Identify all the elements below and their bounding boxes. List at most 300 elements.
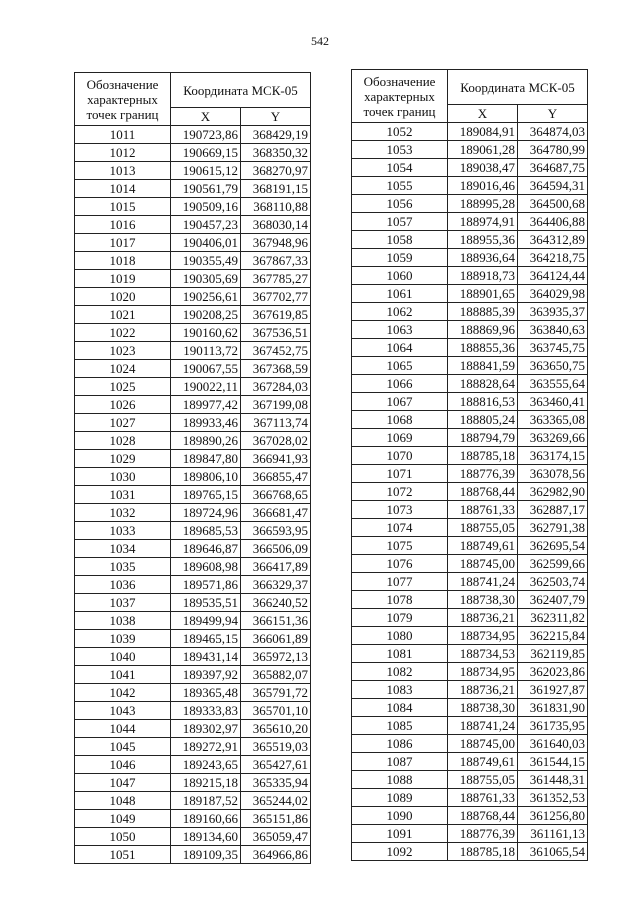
x-coordinate-cell: 189646,87 — [171, 540, 241, 558]
point-id-cell: 1035 — [75, 558, 171, 576]
y-coordinate-cell: 365244,02 — [241, 792, 311, 810]
point-id-cell: 1080 — [352, 627, 448, 645]
table-row — [75, 414, 311, 432]
x-coordinate-cell: 188828,64 — [448, 375, 518, 393]
y-coordinate-cell: 363745,75 — [518, 339, 588, 357]
y-coordinate-cell: 364594,31 — [518, 177, 588, 195]
point-id-cell: 1032 — [75, 504, 171, 522]
table-row — [352, 249, 588, 267]
header-y: Y — [241, 108, 311, 126]
table-row — [352, 825, 588, 843]
table-row — [352, 645, 588, 663]
point-id-cell: 1074 — [352, 519, 448, 537]
table-row — [352, 195, 588, 213]
y-coordinate-cell: 362119,85 — [518, 645, 588, 663]
y-coordinate-cell: 362887,17 — [518, 501, 588, 519]
table-row — [75, 144, 311, 162]
x-coordinate-cell: 190160,62 — [171, 324, 241, 342]
header-coordinate-system: Координата МСК-05 — [448, 70, 588, 105]
x-coordinate-cell: 190067,55 — [171, 360, 241, 378]
point-id-cell: 1062 — [352, 303, 448, 321]
point-id-cell: 1018 — [75, 252, 171, 270]
x-coordinate-cell: 189109,35 — [171, 846, 241, 864]
table-row — [352, 411, 588, 429]
point-id-cell: 1082 — [352, 663, 448, 681]
y-coordinate-cell: 362503,74 — [518, 573, 588, 591]
point-id-cell: 1021 — [75, 306, 171, 324]
point-id-cell: 1060 — [352, 267, 448, 285]
table-row — [75, 126, 311, 144]
y-coordinate-cell: 366768,65 — [241, 486, 311, 504]
x-coordinate-cell: 189215,18 — [171, 774, 241, 792]
x-coordinate-cell: 190113,72 — [171, 342, 241, 360]
x-coordinate-cell: 189765,15 — [171, 486, 241, 504]
y-coordinate-cell: 363935,37 — [518, 303, 588, 321]
x-coordinate-cell: 188768,44 — [448, 483, 518, 501]
y-coordinate-cell: 362215,84 — [518, 627, 588, 645]
y-coordinate-cell: 361161,13 — [518, 825, 588, 843]
table-row — [352, 555, 588, 573]
table-row — [75, 486, 311, 504]
y-coordinate-cell: 363650,75 — [518, 357, 588, 375]
page-number: 542 — [311, 34, 329, 48]
x-coordinate-cell: 188841,59 — [448, 357, 518, 375]
x-coordinate-cell: 188755,05 — [448, 771, 518, 789]
x-coordinate-cell: 190355,49 — [171, 252, 241, 270]
header-y: Y — [518, 105, 588, 123]
y-coordinate-cell: 362599,66 — [518, 555, 588, 573]
x-coordinate-cell: 189571,86 — [171, 576, 241, 594]
point-id-cell: 1083 — [352, 681, 448, 699]
table-row — [75, 216, 311, 234]
table-row — [75, 540, 311, 558]
y-coordinate-cell: 361448,31 — [518, 771, 588, 789]
point-id-cell: 1055 — [352, 177, 448, 195]
point-id-cell: 1022 — [75, 324, 171, 342]
point-id-cell: 1084 — [352, 699, 448, 717]
point-id-cell: 1020 — [75, 288, 171, 306]
y-coordinate-cell: 368110,88 — [241, 198, 311, 216]
table-row — [352, 267, 588, 285]
x-coordinate-cell: 188785,18 — [448, 843, 518, 861]
table-row — [75, 396, 311, 414]
y-coordinate-cell: 364780,99 — [518, 141, 588, 159]
table-row — [352, 537, 588, 555]
y-coordinate-cell: 368030,14 — [241, 216, 311, 234]
point-id-cell: 1027 — [75, 414, 171, 432]
table-row — [75, 846, 311, 864]
point-id-cell: 1068 — [352, 411, 448, 429]
table-row — [75, 756, 311, 774]
y-coordinate-cell: 367536,51 — [241, 324, 311, 342]
point-id-cell: 1012 — [75, 144, 171, 162]
table-row — [352, 735, 588, 753]
point-id-cell: 1085 — [352, 717, 448, 735]
y-coordinate-cell: 362695,54 — [518, 537, 588, 555]
x-coordinate-cell: 188885,39 — [448, 303, 518, 321]
y-coordinate-cell: 361352,53 — [518, 789, 588, 807]
point-id-cell: 1066 — [352, 375, 448, 393]
x-coordinate-cell: 190561,79 — [171, 180, 241, 198]
table-row — [352, 627, 588, 645]
y-coordinate-cell: 365427,61 — [241, 756, 311, 774]
y-coordinate-cell: 366593,95 — [241, 522, 311, 540]
table-row — [75, 270, 311, 288]
point-id-cell: 1061 — [352, 285, 448, 303]
y-coordinate-cell: 367867,33 — [241, 252, 311, 270]
table-row — [352, 591, 588, 609]
coordinates-table-right — [351, 69, 588, 861]
point-id-cell: 1025 — [75, 378, 171, 396]
y-coordinate-cell: 361065,54 — [518, 843, 588, 861]
x-coordinate-cell: 189535,51 — [171, 594, 241, 612]
point-id-cell: 1023 — [75, 342, 171, 360]
x-coordinate-cell: 189038,47 — [448, 159, 518, 177]
y-coordinate-cell: 366855,47 — [241, 468, 311, 486]
point-id-cell: 1034 — [75, 540, 171, 558]
table-row — [352, 753, 588, 771]
point-id-cell: 1036 — [75, 576, 171, 594]
table-row — [352, 447, 588, 465]
x-coordinate-cell: 189272,91 — [171, 738, 241, 756]
y-coordinate-cell: 364029,98 — [518, 285, 588, 303]
y-coordinate-cell: 364966,86 — [241, 846, 311, 864]
point-id-cell: 1041 — [75, 666, 171, 684]
y-coordinate-cell: 367948,96 — [241, 234, 311, 252]
x-coordinate-cell: 188745,00 — [448, 555, 518, 573]
table-row — [75, 810, 311, 828]
x-coordinate-cell: 189499,94 — [171, 612, 241, 630]
y-coordinate-cell: 368191,15 — [241, 180, 311, 198]
table-row — [352, 321, 588, 339]
x-coordinate-cell: 190256,61 — [171, 288, 241, 306]
table-row — [352, 303, 588, 321]
point-id-cell: 1015 — [75, 198, 171, 216]
coordinates-table-left — [74, 72, 311, 864]
point-id-cell: 1016 — [75, 216, 171, 234]
table-row — [75, 342, 311, 360]
table-row — [352, 789, 588, 807]
x-coordinate-cell: 189608,98 — [171, 558, 241, 576]
y-coordinate-cell: 366151,36 — [241, 612, 311, 630]
point-id-cell: 1038 — [75, 612, 171, 630]
y-coordinate-cell: 366061,89 — [241, 630, 311, 648]
y-coordinate-cell: 362311,82 — [518, 609, 588, 627]
y-coordinate-cell: 365972,13 — [241, 648, 311, 666]
x-coordinate-cell: 189806,10 — [171, 468, 241, 486]
y-coordinate-cell: 365519,03 — [241, 738, 311, 756]
y-coordinate-cell: 367702,77 — [241, 288, 311, 306]
point-id-cell: 1042 — [75, 684, 171, 702]
x-coordinate-cell: 190457,23 — [171, 216, 241, 234]
header-x: X — [171, 108, 241, 126]
table-row — [75, 792, 311, 810]
point-id-cell: 1079 — [352, 609, 448, 627]
point-id-cell: 1026 — [75, 396, 171, 414]
point-id-cell: 1065 — [352, 357, 448, 375]
header-x: X — [448, 105, 518, 123]
x-coordinate-cell: 188738,30 — [448, 591, 518, 609]
y-coordinate-cell: 363555,64 — [518, 375, 588, 393]
x-coordinate-cell: 189465,15 — [171, 630, 241, 648]
x-coordinate-cell: 188734,53 — [448, 645, 518, 663]
x-coordinate-cell: 188955,36 — [448, 231, 518, 249]
x-coordinate-cell: 188794,79 — [448, 429, 518, 447]
x-coordinate-cell: 189847,80 — [171, 450, 241, 468]
table-row — [75, 630, 311, 648]
y-coordinate-cell: 362023,86 — [518, 663, 588, 681]
x-coordinate-cell: 188936,64 — [448, 249, 518, 267]
point-id-cell: 1039 — [75, 630, 171, 648]
y-coordinate-cell: 367619,85 — [241, 306, 311, 324]
table-body-left — [75, 126, 311, 864]
y-coordinate-cell: 366240,52 — [241, 594, 311, 612]
header-point-id: Обозначение характерных точек границ — [352, 70, 448, 123]
y-coordinate-cell: 367368,59 — [241, 360, 311, 378]
x-coordinate-cell: 188901,65 — [448, 285, 518, 303]
x-coordinate-cell: 188974,91 — [448, 213, 518, 231]
x-coordinate-cell: 188741,24 — [448, 573, 518, 591]
y-coordinate-cell: 361544,15 — [518, 753, 588, 771]
point-id-cell: 1092 — [352, 843, 448, 861]
point-id-cell: 1045 — [75, 738, 171, 756]
table-row — [75, 702, 311, 720]
y-coordinate-cell: 364874,03 — [518, 123, 588, 141]
table-row — [352, 213, 588, 231]
x-coordinate-cell: 189397,92 — [171, 666, 241, 684]
point-id-cell: 1078 — [352, 591, 448, 609]
x-coordinate-cell: 188755,05 — [448, 519, 518, 537]
table-row — [352, 609, 588, 627]
y-coordinate-cell: 361927,87 — [518, 681, 588, 699]
point-id-cell: 1046 — [75, 756, 171, 774]
x-coordinate-cell: 189890,26 — [171, 432, 241, 450]
point-id-cell: 1088 — [352, 771, 448, 789]
point-id-cell: 1090 — [352, 807, 448, 825]
x-coordinate-cell: 190208,25 — [171, 306, 241, 324]
point-id-cell: 1076 — [352, 555, 448, 573]
table-row — [75, 198, 311, 216]
point-id-cell: 1059 — [352, 249, 448, 267]
point-id-cell: 1029 — [75, 450, 171, 468]
y-coordinate-cell: 363269,66 — [518, 429, 588, 447]
y-coordinate-cell: 364312,89 — [518, 231, 588, 249]
y-coordinate-cell: 365151,86 — [241, 810, 311, 828]
table-row — [75, 522, 311, 540]
x-coordinate-cell: 189333,83 — [171, 702, 241, 720]
y-coordinate-cell: 367199,08 — [241, 396, 311, 414]
y-coordinate-cell: 365335,94 — [241, 774, 311, 792]
point-id-cell: 1073 — [352, 501, 448, 519]
table-row — [352, 429, 588, 447]
table-row — [75, 324, 311, 342]
x-coordinate-cell: 188738,30 — [448, 699, 518, 717]
table-row — [352, 375, 588, 393]
x-coordinate-cell: 188734,95 — [448, 663, 518, 681]
x-coordinate-cell: 189084,91 — [448, 123, 518, 141]
point-id-cell: 1070 — [352, 447, 448, 465]
y-coordinate-cell: 363174,15 — [518, 447, 588, 465]
point-id-cell: 1081 — [352, 645, 448, 663]
x-coordinate-cell: 189977,42 — [171, 396, 241, 414]
table-row — [352, 807, 588, 825]
table-row — [75, 306, 311, 324]
point-id-cell: 1033 — [75, 522, 171, 540]
x-coordinate-cell: 189685,53 — [171, 522, 241, 540]
y-coordinate-cell: 365059,47 — [241, 828, 311, 846]
point-id-cell: 1049 — [75, 810, 171, 828]
point-id-cell: 1052 — [352, 123, 448, 141]
x-coordinate-cell: 189933,46 — [171, 414, 241, 432]
x-coordinate-cell: 188768,44 — [448, 807, 518, 825]
x-coordinate-cell: 188761,33 — [448, 789, 518, 807]
y-coordinate-cell: 366417,89 — [241, 558, 311, 576]
table-row — [352, 519, 588, 537]
x-coordinate-cell: 188741,24 — [448, 717, 518, 735]
table-row — [352, 465, 588, 483]
table-row — [352, 141, 588, 159]
table-row — [75, 432, 311, 450]
point-id-cell: 1043 — [75, 702, 171, 720]
table-row — [75, 378, 311, 396]
y-coordinate-cell: 367785,27 — [241, 270, 311, 288]
table-row — [75, 558, 311, 576]
y-coordinate-cell: 366506,09 — [241, 540, 311, 558]
point-id-cell: 1089 — [352, 789, 448, 807]
point-id-cell: 1051 — [75, 846, 171, 864]
point-id-cell: 1077 — [352, 573, 448, 591]
point-id-cell: 1054 — [352, 159, 448, 177]
table-row — [352, 357, 588, 375]
table-row — [75, 252, 311, 270]
table-row — [75, 666, 311, 684]
y-coordinate-cell: 366681,47 — [241, 504, 311, 522]
table-row — [352, 501, 588, 519]
y-coordinate-cell: 367284,03 — [241, 378, 311, 396]
table-row — [352, 483, 588, 501]
x-coordinate-cell: 188995,28 — [448, 195, 518, 213]
point-id-cell: 1050 — [75, 828, 171, 846]
table-row — [75, 162, 311, 180]
table-row — [352, 843, 588, 861]
y-coordinate-cell: 367028,02 — [241, 432, 311, 450]
x-coordinate-cell: 190723,86 — [171, 126, 241, 144]
x-coordinate-cell: 188776,39 — [448, 465, 518, 483]
point-id-cell: 1048 — [75, 792, 171, 810]
y-coordinate-cell: 365791,72 — [241, 684, 311, 702]
x-coordinate-cell: 188761,33 — [448, 501, 518, 519]
point-id-cell: 1011 — [75, 126, 171, 144]
y-coordinate-cell: 364218,75 — [518, 249, 588, 267]
point-id-cell: 1037 — [75, 594, 171, 612]
y-coordinate-cell: 361735,95 — [518, 717, 588, 735]
table-row — [352, 123, 588, 141]
table-row — [352, 159, 588, 177]
table-row — [75, 684, 311, 702]
x-coordinate-cell: 190305,69 — [171, 270, 241, 288]
table-row — [75, 720, 311, 738]
point-id-cell: 1075 — [352, 537, 448, 555]
table-row — [75, 774, 311, 792]
y-coordinate-cell: 368350,32 — [241, 144, 311, 162]
x-coordinate-cell: 190022,11 — [171, 378, 241, 396]
y-coordinate-cell: 366941,93 — [241, 450, 311, 468]
y-coordinate-cell: 365701,10 — [241, 702, 311, 720]
x-coordinate-cell: 189187,52 — [171, 792, 241, 810]
x-coordinate-cell: 189134,60 — [171, 828, 241, 846]
point-id-cell: 1019 — [75, 270, 171, 288]
y-coordinate-cell: 363365,08 — [518, 411, 588, 429]
point-id-cell: 1014 — [75, 180, 171, 198]
table-row — [75, 360, 311, 378]
point-id-cell: 1053 — [352, 141, 448, 159]
table-row — [75, 180, 311, 198]
table-row — [75, 576, 311, 594]
x-coordinate-cell: 189016,46 — [448, 177, 518, 195]
point-id-cell: 1063 — [352, 321, 448, 339]
table-row — [352, 717, 588, 735]
x-coordinate-cell: 188749,61 — [448, 537, 518, 555]
table-row — [75, 738, 311, 756]
x-coordinate-cell: 188855,36 — [448, 339, 518, 357]
y-coordinate-cell: 365882,07 — [241, 666, 311, 684]
table-row — [352, 393, 588, 411]
x-coordinate-cell: 189302,97 — [171, 720, 241, 738]
y-coordinate-cell: 368270,97 — [241, 162, 311, 180]
y-coordinate-cell: 361831,90 — [518, 699, 588, 717]
table-row — [75, 648, 311, 666]
y-coordinate-cell: 364500,68 — [518, 195, 588, 213]
point-id-cell: 1044 — [75, 720, 171, 738]
point-id-cell: 1071 — [352, 465, 448, 483]
x-coordinate-cell: 189243,65 — [171, 756, 241, 774]
y-coordinate-cell: 364687,75 — [518, 159, 588, 177]
table-row — [75, 450, 311, 468]
y-coordinate-cell: 363460,41 — [518, 393, 588, 411]
point-id-cell: 1086 — [352, 735, 448, 753]
y-coordinate-cell: 367113,74 — [241, 414, 311, 432]
point-id-cell: 1028 — [75, 432, 171, 450]
point-id-cell: 1072 — [352, 483, 448, 501]
table-row — [75, 504, 311, 522]
x-coordinate-cell: 190669,15 — [171, 144, 241, 162]
point-id-cell: 1030 — [75, 468, 171, 486]
point-id-cell: 1031 — [75, 486, 171, 504]
x-coordinate-cell: 190615,12 — [171, 162, 241, 180]
table-row — [352, 573, 588, 591]
point-id-cell: 1069 — [352, 429, 448, 447]
y-coordinate-cell: 366329,37 — [241, 576, 311, 594]
x-coordinate-cell: 188745,00 — [448, 735, 518, 753]
point-id-cell: 1056 — [352, 195, 448, 213]
table-row — [352, 231, 588, 249]
x-coordinate-cell: 189431,14 — [171, 648, 241, 666]
table-row — [75, 612, 311, 630]
y-coordinate-cell: 368429,19 — [241, 126, 311, 144]
y-coordinate-cell: 364406,88 — [518, 213, 588, 231]
header-point-id: Обозначение характерных точек границ — [75, 73, 171, 126]
x-coordinate-cell: 188869,96 — [448, 321, 518, 339]
x-coordinate-cell: 188918,73 — [448, 267, 518, 285]
y-coordinate-cell: 363840,63 — [518, 321, 588, 339]
table-row — [352, 285, 588, 303]
y-coordinate-cell: 361640,03 — [518, 735, 588, 753]
x-coordinate-cell: 189365,48 — [171, 684, 241, 702]
y-coordinate-cell: 363078,56 — [518, 465, 588, 483]
point-id-cell: 1024 — [75, 360, 171, 378]
x-coordinate-cell: 188776,39 — [448, 825, 518, 843]
table-row — [75, 594, 311, 612]
